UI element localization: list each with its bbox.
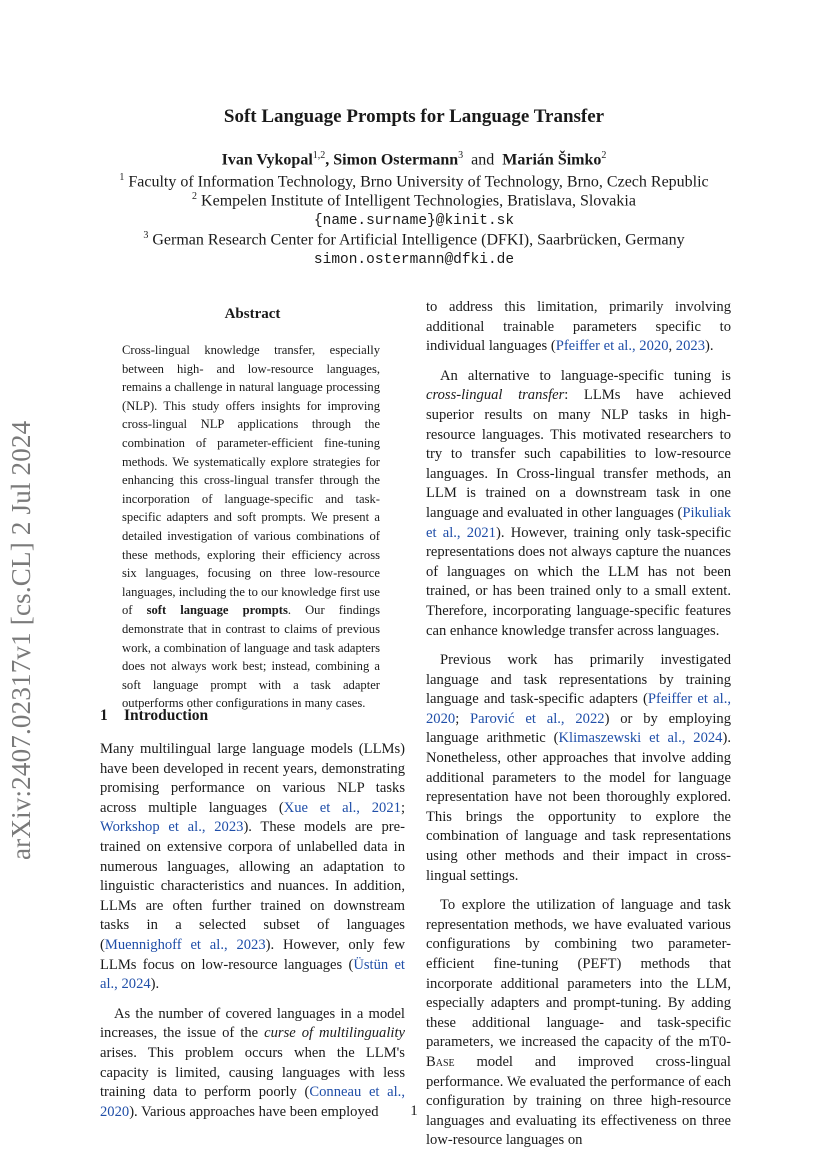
text: ). However, training only task-specific representations does not always capture the nuances of languages on which the LLM has not been trained, or has been trained only to a small extent. Therefore, incorporating language-specific features can enhance knowledge transfer across languages.: [426, 524, 731, 639]
paragraph: [426, 367, 731, 641]
citation-link[interactable]: Pfeiffer et al., 2020: [426, 691, 731, 727]
emphasis: cross-lingual transfer: [426, 387, 565, 404]
text: To explore the utilization of language and task representation methods, we have evaluated various configurations by combining two parameter-efficient fine-tuning (PEFT) methods that incorporate additional parameters into the LLM, especially adapters and prompt-tuning. By adding these additional language- and task-specific parameters, we increased the capacity of the mT0-: [426, 897, 731, 1051]
paragraph: [100, 740, 405, 995]
emphasis: curse of multilinguality: [264, 1025, 405, 1042]
affiliation-sup: 1: [119, 172, 125, 183]
affiliation-text: German Research Center for Artificial Intelligence (DFKI), Saarbrücken, Germany: [152, 231, 685, 249]
text: ).: [704, 338, 714, 355]
citation-link[interactable]: Pfeiffer et al., 2020: [555, 338, 669, 355]
text: ) or by employing language arithmetic (: [426, 710, 732, 747]
citation-link[interactable]: Conneau et al., 2020: [100, 1084, 405, 1120]
text: ). Various approaches have been employed: [129, 1103, 379, 1120]
section-number: 1: [100, 707, 108, 724]
text: ).: [150, 976, 160, 993]
abstract-bold-term: soft language prompts: [146, 603, 288, 618]
affiliation: [0, 172, 828, 191]
affiliation-text: Kempelen Institute of Intelligent Technologies, Bratislava, Slovakia: [201, 192, 636, 210]
paragraph: [426, 651, 731, 886]
author-name: Marián Šimko: [502, 151, 602, 169]
author-sup: 1,2: [312, 150, 326, 161]
text: : LLMs have achieved superior results on many NLP tasks in high-resource languages. This motivated researchers to try to transfer such capabilities to low-resource languages. In Cross-lingual transfer methods, an LLM is trained on a downstream task in one language and evaluated in other languages (: [426, 387, 731, 521]
citation-link[interactable]: Üstün et al., 2024: [100, 956, 405, 993]
citation-link[interactable]: Parović et al., 2022: [470, 710, 605, 727]
text: Previous work has primarily investigated language and task representations by training language and task-specific adapters (: [426, 652, 731, 708]
author-sep: and: [463, 151, 503, 169]
abstract-text: Cross-lingual knowledge transfer, especially between high- and low-resource languages, remains a challenge in natural language processing (NLP). This study offers insights for improving cross-lingual NLP applications through the combination of parameter-efficient fine-tuning methods. We systematically explore strategies for enhancing this cross-lingual transfer through the incorporation of language-specific and task-specific adapters and soft prompts. We present a detailed investigation of various combinations of these methods, exploring their efficiency across six languages, focusing on three low-resource languages, including the to our knowledge first use of: [122, 343, 380, 618]
author-line: [0, 150, 828, 169]
arxiv-stamp: arXiv:2407.02317v1 [cs.CL] 2 Jul 2024: [6, 420, 36, 860]
affiliation-email: {name.surname}@kinit.sk: [313, 213, 515, 229]
affiliation-text: Faculty of Information Technology, Brno University of Technology, Brno, Czech Republic: [128, 173, 709, 191]
affiliation-sup: 2: [192, 191, 198, 202]
affiliation: [0, 191, 828, 210]
text: ). However, only few LLMs focus on low-resource languages (: [100, 936, 405, 973]
right-column: [426, 298, 731, 1161]
citation-link[interactable]: Pikuliak et al., 2021: [426, 504, 731, 541]
text: As the number of covered languages in a model increases, the issue of the: [100, 1005, 405, 1042]
citation-link[interactable]: Xue et al., 2021: [283, 799, 401, 816]
abstract-body: [122, 341, 380, 713]
text: ,: [668, 338, 676, 355]
text: ). These models are pre-trained on extensive corpora of unlabelled data in numerous languages, allowing an adaptation to linguistic characteristics and nuances. In addition, LLMs are often further trained on downstream tasks in a selected subset of languages (: [100, 819, 405, 953]
small-caps-text: Base: [426, 1053, 455, 1070]
citation-link[interactable]: Klimaszewski et al., 2024: [558, 730, 723, 747]
citation-link[interactable]: 2023: [675, 338, 705, 355]
left-column: [100, 740, 405, 1132]
paragraph: [426, 298, 731, 357]
author-name: Simon Ostermann: [333, 151, 459, 169]
author-sup: 2: [601, 150, 607, 161]
text: Many multilingual large language models (LLMs) have been developed in recent years, demonstrating promising performance on various NLP tasks across multiple languages (: [100, 741, 405, 816]
author-name: Ivan Vykopal: [221, 151, 313, 169]
citation-link[interactable]: Workshop et al., 2023: [100, 819, 244, 836]
text: ). Nonetheless, other approaches that involve adding additional parameters to the model for language representation have not been thoroughly explored. This brings the opportunity to explore the combination of language and task representations using other methods and their impact in cross-lingual settings.: [426, 730, 731, 884]
text: to address this limitation, primarily involving additional trainable parameters specific to individual languages (: [426, 299, 731, 355]
section-title: Introduction: [124, 707, 209, 724]
text: model and improved cross-lingual performance. We evaluated the performance of each configuration by training on three high-resource languages and evaluating its effectiveness on three low-resource languages on: [426, 1053, 731, 1149]
abstract-heading: Abstract: [224, 306, 281, 322]
abstract-text: . Our findings demonstrate that in contrast to claims of previous work, a combination of language and task adapters does not always work best; instead, combining a soft language prompt with a task adapter outperforms other configurations in many cases.: [122, 603, 381, 711]
affiliation-sup: 3: [143, 230, 149, 241]
author-sup: 3: [458, 150, 464, 161]
citation-link[interactable]: Muennighoff et al., 2023: [104, 936, 266, 953]
text: arises. This problem occurs when the LLM's capacity is limited, causing languages with less training data to perform poorly (: [100, 1044, 405, 1101]
affiliation: [0, 230, 828, 249]
section-heading: [100, 707, 208, 725]
page-number: 1: [410, 1103, 418, 1119]
text: An alternative to language-specific tuning is: [440, 367, 731, 384]
text: ;: [455, 710, 471, 727]
affiliation-email: simon.ostermann@dfki.de: [313, 252, 515, 268]
author-sep: ,: [325, 151, 334, 169]
paper-title: Soft Language Prompts for Language Transfer: [223, 106, 605, 127]
text: ;: [400, 799, 405, 816]
